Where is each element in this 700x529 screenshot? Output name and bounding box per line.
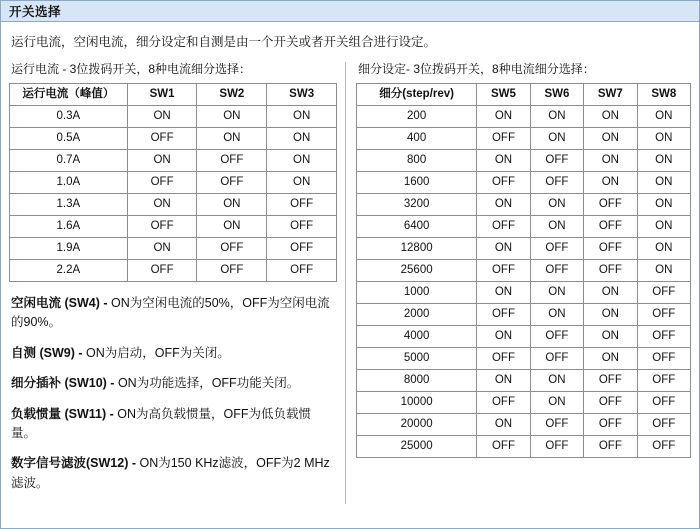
cell-sw8: ON	[637, 238, 690, 260]
cell-sw7: ON	[584, 150, 637, 172]
table-row	[10, 194, 337, 216]
cell-sw5: ON	[477, 370, 530, 392]
cell-sw7: ON	[584, 172, 637, 194]
note-self-test	[11, 344, 335, 363]
cell-sw2: OFF	[197, 238, 267, 260]
table-row	[357, 172, 691, 194]
cell-sw5: OFF	[477, 260, 530, 282]
cell-sw2: ON	[197, 128, 267, 150]
table-row	[357, 414, 691, 436]
cell-sw8: OFF	[637, 370, 690, 392]
table-row	[10, 216, 337, 238]
cell-sw5: OFF	[477, 392, 530, 414]
col-header-current: 运行电流（峰值）	[10, 84, 128, 106]
table-row	[357, 150, 691, 172]
table-row	[357, 260, 691, 282]
note-label: 空闲电流 (SW4) -	[11, 296, 111, 311]
cell-sw8: ON	[637, 106, 690, 128]
cell-sw7: OFF	[584, 436, 637, 458]
microstep-table	[356, 83, 691, 458]
cell-sw1: ON	[127, 150, 197, 172]
table-row	[357, 282, 691, 304]
cell-sw6: ON	[530, 106, 583, 128]
table-row	[10, 172, 337, 194]
cell-microstep: 1600	[357, 172, 477, 194]
note-label: 细分插补 (SW10) -	[11, 376, 118, 391]
cell-microstep: 5000	[357, 348, 477, 370]
cell-sw8: ON	[637, 260, 690, 282]
note-label: 数字信号滤波(SW12) -	[11, 456, 140, 471]
cell-sw6: OFF	[530, 172, 583, 194]
content-columns	[1, 62, 699, 505]
col-header-microstep: 细分(step/rev)	[357, 84, 477, 106]
cell-sw2: ON	[197, 106, 267, 128]
note-text: ON为启动，OFF为关闭。	[86, 345, 230, 360]
cell-sw7: ON	[584, 106, 637, 128]
col-header-sw5: SW5	[477, 84, 530, 106]
col-header-sw2: SW2	[197, 84, 267, 106]
col-header-sw1: SW1	[127, 84, 197, 106]
table-row	[10, 128, 337, 150]
table-row	[10, 238, 337, 260]
table-header-row	[10, 84, 337, 106]
cell-sw3: ON	[267, 150, 337, 172]
cell-current: 0.7A	[10, 150, 128, 172]
cell-sw7: OFF	[584, 238, 637, 260]
cell-current: 0.3A	[10, 106, 128, 128]
col-header-sw3: SW3	[267, 84, 337, 106]
cell-sw6: ON	[530, 370, 583, 392]
cell-sw6: ON	[530, 282, 583, 304]
cell-sw1: OFF	[127, 128, 197, 150]
table-row	[357, 304, 691, 326]
cell-sw3: OFF	[267, 260, 337, 282]
cell-sw5: OFF	[477, 436, 530, 458]
table-row	[357, 194, 691, 216]
table-row	[357, 392, 691, 414]
cell-sw3: OFF	[267, 194, 337, 216]
cell-sw5: ON	[477, 194, 530, 216]
cell-sw5: ON	[477, 106, 530, 128]
cell-microstep: 6400	[357, 216, 477, 238]
intro-paragraph: 运行电流，空闲电流，细分设定和自测是由一个开关或者开关组合进行设定。	[11, 35, 437, 49]
cell-microstep: 3200	[357, 194, 477, 216]
cell-sw3: OFF	[267, 238, 337, 260]
cell-sw6: OFF	[530, 238, 583, 260]
cell-microstep: 20000	[357, 414, 477, 436]
cell-sw7: OFF	[584, 392, 637, 414]
cell-sw7: OFF	[584, 414, 637, 436]
cell-sw8: ON	[637, 216, 690, 238]
table-row	[357, 348, 691, 370]
cell-sw5: ON	[477, 150, 530, 172]
cell-sw6: ON	[530, 128, 583, 150]
cell-sw5: ON	[477, 326, 530, 348]
cell-sw6: OFF	[530, 260, 583, 282]
table-row	[357, 326, 691, 348]
cell-sw1: ON	[127, 106, 197, 128]
table-row	[10, 150, 337, 172]
cell-microstep: 25000	[357, 436, 477, 458]
cell-sw8: ON	[637, 172, 690, 194]
cell-sw6: ON	[530, 216, 583, 238]
title-bar	[1, 1, 699, 22]
cell-sw3: ON	[267, 128, 337, 150]
col-header-sw6: SW6	[530, 84, 583, 106]
cell-microstep: 1000	[357, 282, 477, 304]
table-row	[357, 370, 691, 392]
note-label: 负载惯量 (SW11) -	[11, 406, 118, 421]
note-text: ON为空闲电流的50%，OFF为空闲电流的90%。	[11, 296, 330, 330]
cell-microstep: 200	[357, 106, 477, 128]
cell-sw8: OFF	[637, 282, 690, 304]
cell-sw5: OFF	[477, 128, 530, 150]
cell-sw6: ON	[530, 304, 583, 326]
cell-sw6: OFF	[530, 414, 583, 436]
cell-sw7: ON	[584, 326, 637, 348]
cell-sw5: OFF	[477, 172, 530, 194]
cell-microstep: 10000	[357, 392, 477, 414]
table-row	[357, 238, 691, 260]
cell-microstep: 2000	[357, 304, 477, 326]
cell-sw6: ON	[530, 194, 583, 216]
cell-sw7: ON	[584, 304, 637, 326]
table-row	[357, 106, 691, 128]
note-text: ON为高负载惯量，OFF为低负载惯量。	[11, 406, 312, 440]
run-current-table	[9, 83, 337, 282]
cell-sw7: ON	[584, 282, 637, 304]
cell-current: 1.9A	[10, 238, 128, 260]
cell-sw1: OFF	[127, 216, 197, 238]
cell-sw6: OFF	[530, 348, 583, 370]
cell-sw8: OFF	[637, 436, 690, 458]
cell-microstep: 800	[357, 150, 477, 172]
cell-current: 1.3A	[10, 194, 128, 216]
cell-sw7: ON	[584, 348, 637, 370]
cell-sw7: OFF	[584, 194, 637, 216]
page-title: 开关选择	[9, 5, 62, 19]
cell-sw6: OFF	[530, 326, 583, 348]
cell-sw8: OFF	[637, 304, 690, 326]
left-column	[9, 62, 346, 505]
cell-current: 0.5A	[10, 128, 128, 150]
table-header-row	[357, 84, 691, 106]
cell-sw5: ON	[477, 282, 530, 304]
note-text: ON为功能选择，OFF功能关闭。	[117, 376, 300, 391]
cell-sw8: OFF	[637, 414, 690, 436]
cell-microstep: 12800	[357, 238, 477, 260]
table-row	[357, 216, 691, 238]
table-row	[10, 106, 337, 128]
note-text: ON为150 KHz滤波，OFF为2 MHz滤波。	[11, 456, 330, 490]
cell-sw2: OFF	[197, 260, 267, 282]
table-row	[10, 260, 337, 282]
col-header-sw8: SW8	[637, 84, 690, 106]
cell-sw5: OFF	[477, 348, 530, 370]
cell-sw6: ON	[530, 392, 583, 414]
cell-sw1: ON	[127, 194, 197, 216]
cell-sw7: OFF	[584, 260, 637, 282]
cell-sw6: OFF	[530, 436, 583, 458]
cell-sw5: ON	[477, 414, 530, 436]
cell-sw7: OFF	[584, 216, 637, 238]
note-microstep-interpolation	[11, 374, 335, 393]
note-digital-filter	[11, 454, 335, 493]
cell-sw6: OFF	[530, 150, 583, 172]
cell-sw8: ON	[637, 194, 690, 216]
cell-sw5: OFF	[477, 216, 530, 238]
cell-current: 2.2A	[10, 260, 128, 282]
cell-sw7: ON	[584, 128, 637, 150]
cell-sw8: OFF	[637, 392, 690, 414]
cell-sw2: ON	[197, 194, 267, 216]
cell-sw3: OFF	[267, 216, 337, 238]
cell-current: 1.0A	[10, 172, 128, 194]
run-current-heading: 运行电流 - 3位拨码开关，8种电流细分选择：	[11, 61, 252, 76]
cell-microstep: 25600	[357, 260, 477, 282]
cell-sw1: OFF	[127, 172, 197, 194]
cell-sw3: ON	[267, 106, 337, 128]
cell-sw8: OFF	[637, 348, 690, 370]
table-row	[357, 128, 691, 150]
cell-sw8: ON	[637, 150, 690, 172]
cell-sw2: ON	[197, 216, 267, 238]
cell-microstep: 4000	[357, 326, 477, 348]
switch-notes	[9, 282, 337, 493]
cell-microstep: 400	[357, 128, 477, 150]
cell-sw3: ON	[267, 172, 337, 194]
note-load-inertia	[11, 405, 335, 444]
cell-sw1: OFF	[127, 260, 197, 282]
cell-sw2: OFF	[197, 150, 267, 172]
cell-sw5: OFF	[477, 304, 530, 326]
cell-sw1: ON	[127, 238, 197, 260]
cell-sw8: ON	[637, 128, 690, 150]
cell-microstep: 8000	[357, 370, 477, 392]
cell-sw5: ON	[477, 238, 530, 260]
note-idle-current	[11, 294, 335, 333]
microstep-heading: 细分设定- 3位拨码开关，8种电流细分选择：	[358, 61, 595, 76]
cell-sw7: OFF	[584, 370, 637, 392]
cell-sw2: OFF	[197, 172, 267, 194]
col-header-sw7: SW7	[584, 84, 637, 106]
table-row	[357, 436, 691, 458]
note-label: 自测 (SW9) -	[11, 345, 86, 360]
cell-sw8: OFF	[637, 326, 690, 348]
right-column	[346, 62, 691, 459]
cell-current: 1.6A	[10, 216, 128, 238]
